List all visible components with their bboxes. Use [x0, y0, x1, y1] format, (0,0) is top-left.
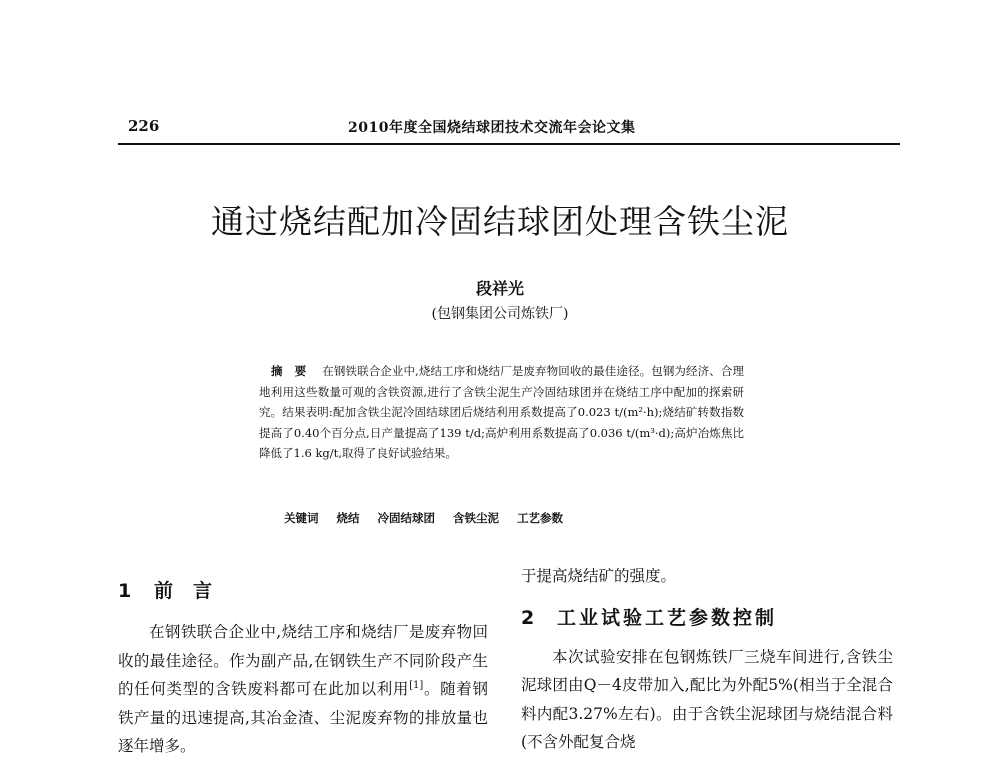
page-number: 226 [128, 117, 160, 135]
introduction-paragraph [118, 618, 488, 761]
citation-ref: [1] [409, 679, 424, 691]
continued-paragraph: 于提高烧结矿的强度。 [521, 567, 677, 585]
keyword-item: 工艺参数 [517, 511, 564, 525]
abstract-text: 在钢铁联合企业中,烧结工序和烧结厂是废弃物回收的最佳途径。包钢为经济、合理地利用这些数量可观的含铁资源,进行了含铁尘泥生产冷固结球团并在烧结工序中配加的探索研究。结果表明:配加含铁尘泥冷固结球团后烧结利用系数提高了0.023 t/(m²·h);烧结矿转数指数提高了0.40个百分点,日产量提高了139 t/d;高炉利用系数提高了0.036 t/(m³·d);高炉冶炼焦比降低了1.6 kg/t,取得了良好试验结果。 [259, 364, 745, 460]
abstract-label: 摘要 [271, 364, 319, 378]
keywords [284, 510, 744, 526]
paragraph-text: 在钢铁联合企业中,烧结工序和烧结厂是废弃物回收的最佳途径。作为副产品,在钢铁生产不同阶段产生的任何类型的含铁废料都可在此加以利用 [118, 623, 488, 698]
keyword-item: 烧结 [336, 511, 360, 525]
author-affiliation: (包钢集团公司炼铁厂) [431, 306, 569, 322]
left-column [118, 578, 488, 761]
section-title: 工业试验工艺参数控制 [557, 606, 778, 629]
section-heading-introduction [118, 578, 488, 604]
right-column [521, 562, 893, 757]
journal-title: 2010年度全国烧结球团技术交流年会论文集 [348, 120, 636, 136]
header-rule [118, 143, 900, 145]
process-paragraph: 本次试验安排在包钢炼铁厂三烧车间进行,含铁尘泥球团由Q－4皮带加入,配比为外配5%(相当于全混合料内配3.27%左右)。由于含铁尘泥球团与烧结混合料(不含外配复合烧 [521, 647, 893, 751]
paper-title: 通过烧结配加冷固结球团处理含铁尘泥 [211, 202, 789, 241]
keyword-item: 冷固结球团 [377, 511, 436, 525]
keyword-item: 含铁尘泥 [453, 511, 500, 525]
section-number: 1 [118, 580, 132, 602]
section-number: 2 [521, 606, 535, 629]
keywords-label: 关键词 [284, 511, 319, 525]
section-title: 前言 [154, 580, 233, 602]
running-header [118, 115, 900, 141]
section-heading-process [521, 605, 893, 631]
author-name: 段祥光 [475, 279, 524, 298]
paragraph-text: 。随着钢铁产量的迅速提高,其冶金渣、尘泥废弃物的排放量也逐年增多。 [118, 680, 488, 755]
abstract [259, 361, 744, 464]
